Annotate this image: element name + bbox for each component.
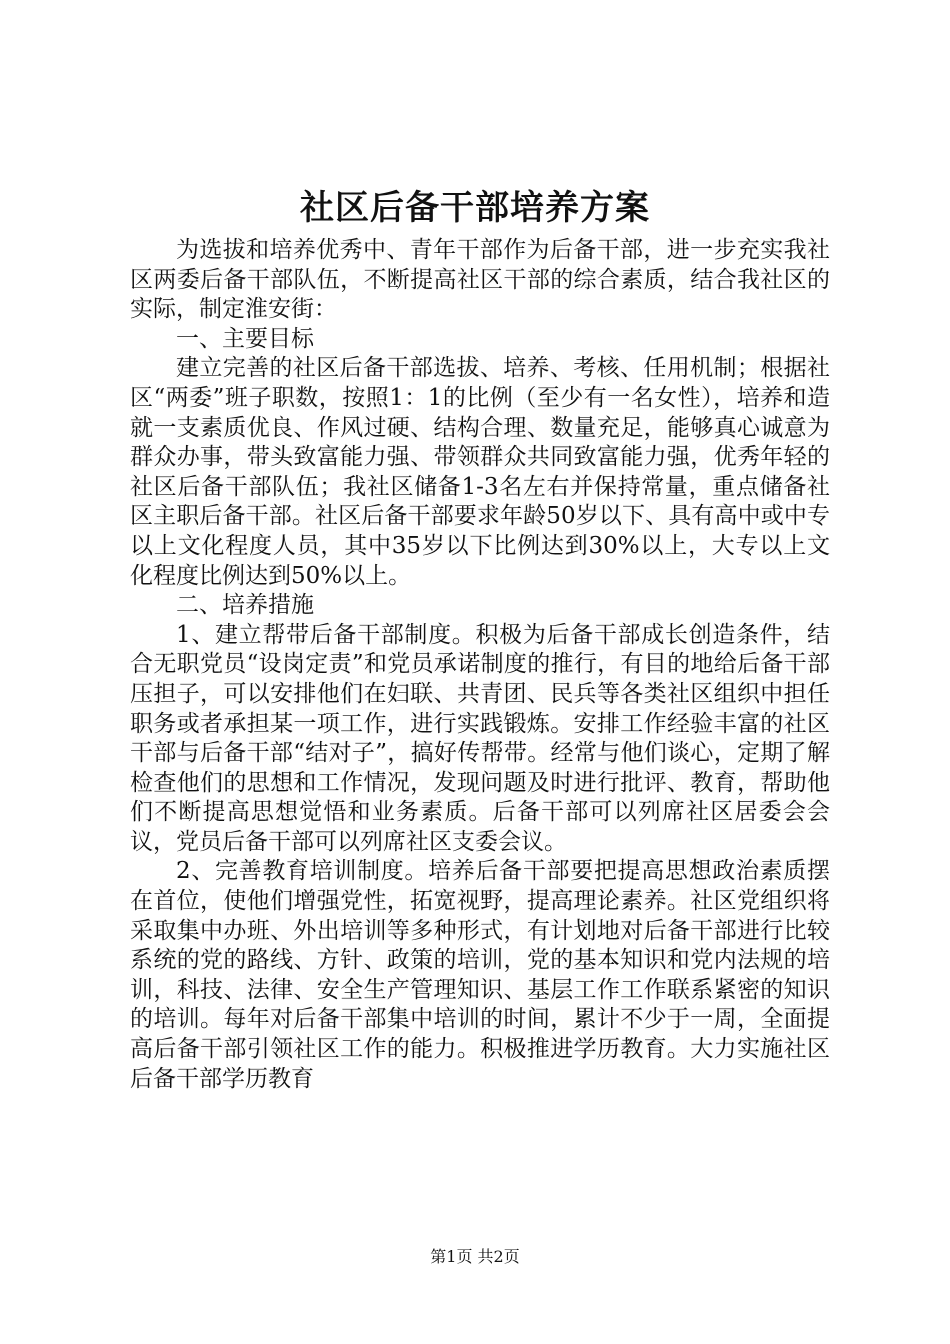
document-title: 社区后备干部培养方案 [300,188,650,228]
page-number-footer: 第1页 共2页 [430,1247,520,1266]
paragraph-mentoring-system: 1、建立帮带后备干部制度。积极为后备干部成长创造条件，结合无职党员“设岗定责”和党员承诺制度的推行，有目的地给后备干部压担子，可以安排他们在妇联、共青团、民兵等各类社区组织中担任职务或者承担某一项工作，进行实践锻炼。安排工作经验丰富的社区干部与后备干部“结对子”，搞好传帮带。经常与他们谈心，定期了解检查他们的思想和工作情况，发现问题及时进行批评、教育，帮助他们不断提高思想觉悟和业务素质。后备干部可以列席社区居委会会议，党员后备干部可以列席社区支委会议。 [130,621,830,855]
document-body [130,236,830,1094]
heading-main-goals: 一、主要目标 [176,325,314,352]
paragraph-main-goals: 建立完善的社区后备干部选拔、培养、考核、任用机制；根据社区“两委”班子职数，按照1：1的比例（至少有一名女性），培养和造就一支素质优良、作风过硬、结构合理、数量充足，能够真心诚意为群众办事，带头致富能力强、带领群众共同致富能力强，优秀年轻的社区后备干部队伍；我社区储备1-3名左右并保持常量，重点储备社区主职后备干部。社区后备干部要求年龄50岁以下、具有高中或中专以上文化程度人员，其中35岁以下比例达到30%以上，大专以上文化程度比例达到50%以上。 [130,355,830,589]
paragraph-intro: 为选拔和培养优秀中、青年干部作为后备干部，进一步充实我社区两委后备干部队伍，不断提高社区干部的综合素质，结合我社区的实际，制定淮安街： [130,237,830,323]
paragraph-education-training: 2、完善教育培训制度。培养后备干部要把提高思想政治素质摆在首位，使他们增强党性，拓宽视野，提高理论素养。社区党组织将采取集中办班、外出培训等多种形式，有计划地对后备干部进行比较系统的党的路线、方针、政策的培训，党的基本知识和党内法规的培训，科技、法律、安全生产管理知识、基层工作工作联系紧密的知识的培训。每年对后备干部集中培训的时间，累计不少于一周，全面提高后备干部引领社区工作的能力。积极推进学历教育。大力实施社区后备干部学历教育 [130,858,830,1092]
heading-training-measures: 二、培养措施 [176,592,314,619]
